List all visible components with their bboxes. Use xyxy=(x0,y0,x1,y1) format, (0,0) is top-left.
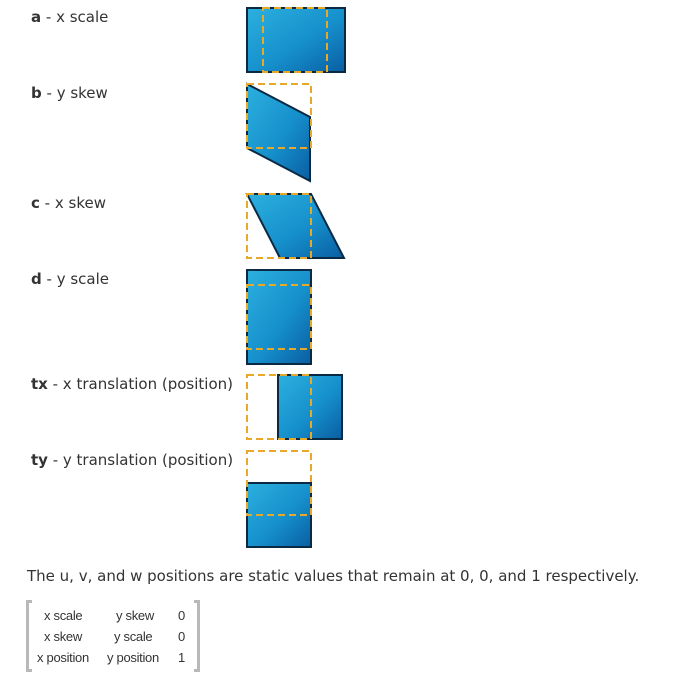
figure-y-translation xyxy=(246,450,314,550)
matrix-cell-r3c3: 1 xyxy=(178,650,185,665)
label-b xyxy=(31,84,108,102)
label-tx-desc: - x translation (position) xyxy=(47,375,233,393)
label-c-desc: - x skew xyxy=(39,194,106,212)
label-d-key: d xyxy=(31,270,42,288)
matrix-cell-r2c3: 0 xyxy=(178,629,185,644)
figure-x-translation xyxy=(246,374,345,441)
label-tx-key: tx xyxy=(31,375,48,393)
matrix-cell-r1c2: y skew xyxy=(116,608,154,623)
matrix-cell-r3c2: y position xyxy=(107,650,159,665)
label-d xyxy=(31,270,109,288)
label-ty xyxy=(31,451,233,469)
figure-y-scale xyxy=(246,269,314,366)
matrix-cell-r2c1: x skew xyxy=(44,629,82,644)
matrix-cell-r1c1: x scale xyxy=(44,608,83,623)
label-tx xyxy=(31,375,233,393)
matrix-cell-r1c3: 0 xyxy=(178,608,185,623)
label-ty-desc: - y translation (position) xyxy=(47,451,234,469)
figure-x-skew xyxy=(246,193,347,260)
matrix-cell-r2c2: y scale xyxy=(114,629,153,644)
label-c-key: c xyxy=(31,194,40,212)
label-a xyxy=(31,8,108,26)
label-ty-key: ty xyxy=(31,451,48,469)
static-values-note: The u, v, and w positions are static values that remain at 0, 0, and 1 respectively. xyxy=(27,567,640,585)
matrix-left-bracket xyxy=(26,600,32,672)
label-b-key: b xyxy=(31,84,42,102)
matrix-cell-r3c1: x position xyxy=(37,650,89,665)
figure-y-skew xyxy=(246,83,314,183)
label-b-desc: - y skew xyxy=(41,84,108,102)
label-a-desc: - x scale xyxy=(41,8,109,26)
label-a-key: a xyxy=(31,8,42,26)
label-d-desc: - y scale xyxy=(41,270,109,288)
transformation-matrix xyxy=(26,600,200,672)
label-c xyxy=(31,194,106,212)
figure-x-scale xyxy=(246,7,347,74)
matrix-right-bracket xyxy=(194,600,200,672)
